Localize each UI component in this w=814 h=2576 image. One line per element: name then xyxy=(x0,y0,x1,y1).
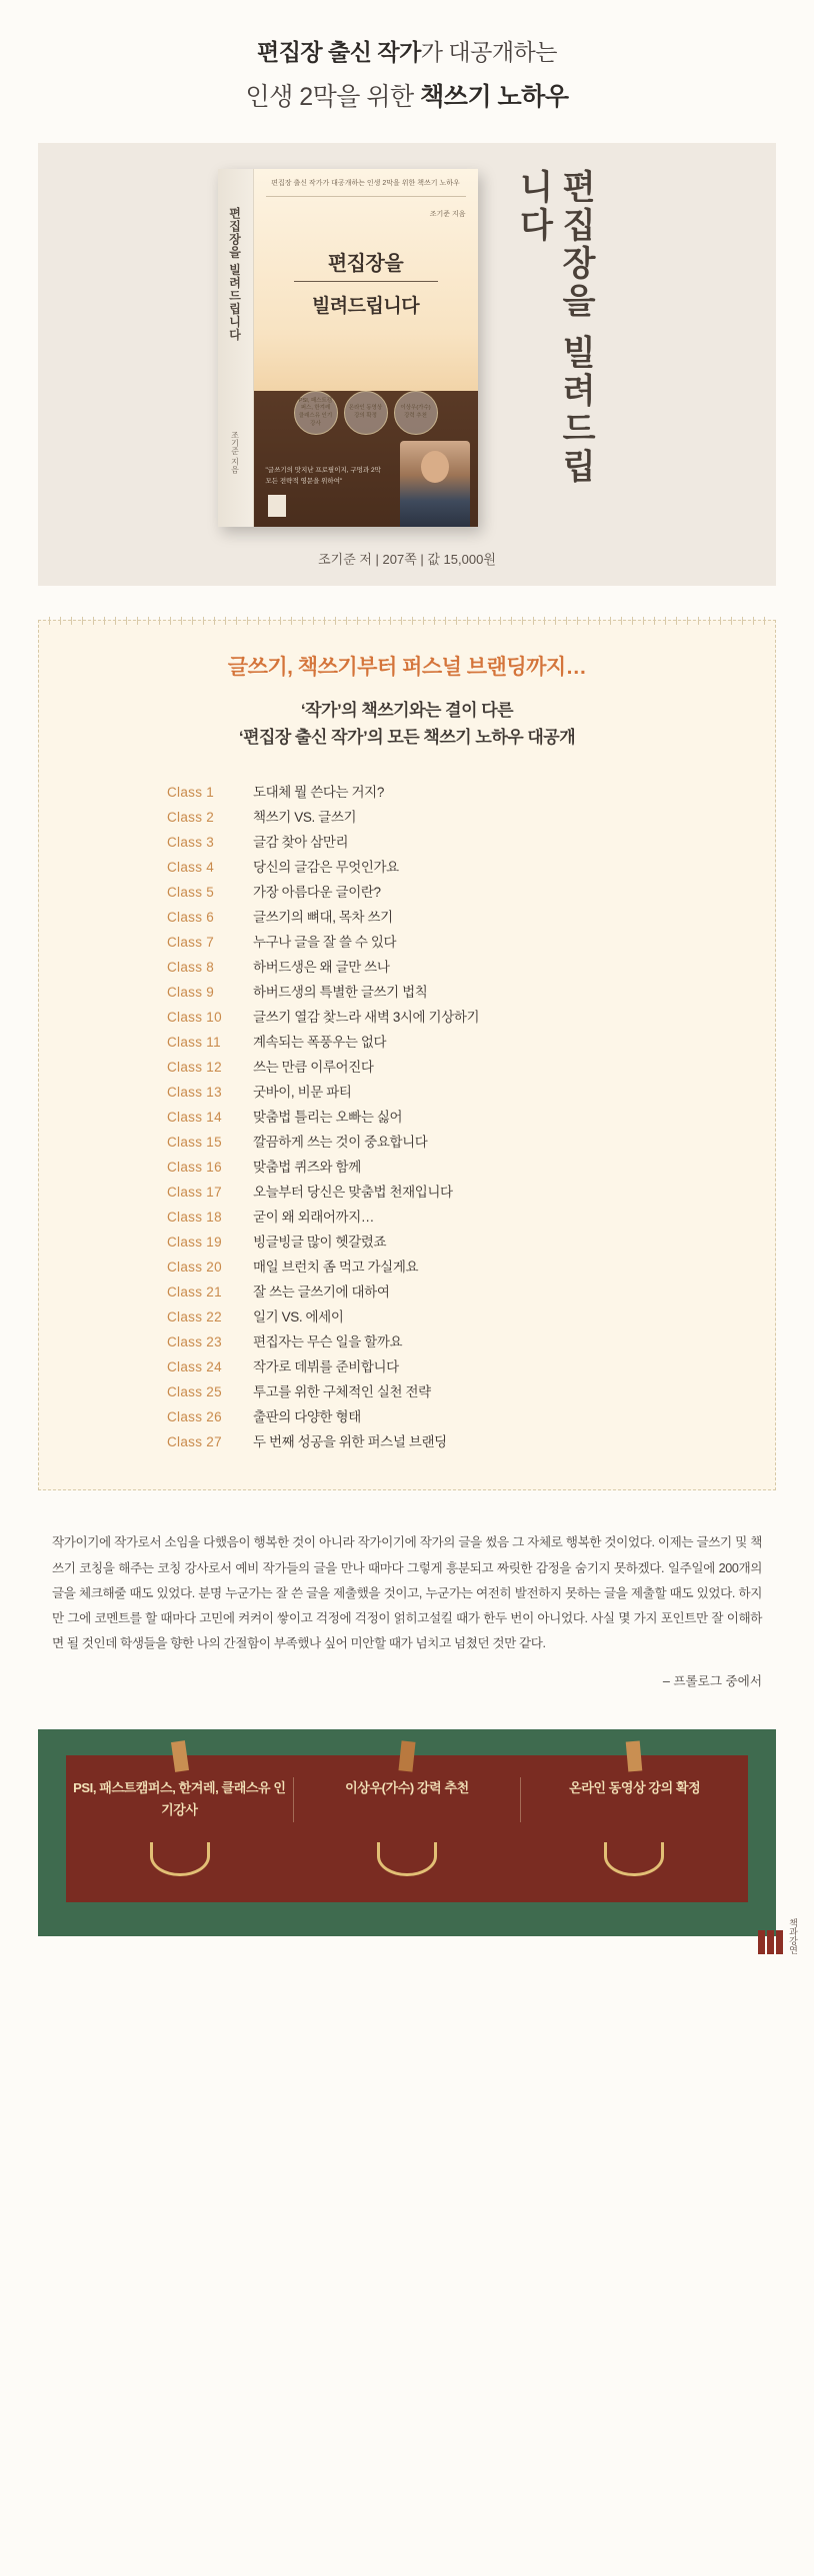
header-line-2 xyxy=(0,77,814,113)
book-front-title-2: 빌려드립니다 xyxy=(311,296,420,317)
class-number: Class 17 xyxy=(167,1185,222,1201)
class-headline-primary: 글쓰기, 책쓰기부터 퍼스널 브랜딩까지… xyxy=(227,656,587,679)
class-title: 맞춤법 틀리는 오빠는 싫어 xyxy=(253,1110,403,1126)
class-number: Class 25 xyxy=(167,1384,222,1400)
header-line-2-rest: 인생 2막을 위한 xyxy=(245,83,421,111)
class-number: Class 20 xyxy=(167,1260,222,1276)
list-item xyxy=(167,956,647,976)
class-list xyxy=(167,781,647,1450)
clip-icon xyxy=(626,1741,643,1772)
banner-inner xyxy=(66,1755,748,1901)
author-photo-head xyxy=(421,451,449,483)
class-number: Class 27 xyxy=(167,1434,222,1450)
book-spine-author: 조기준 지음 xyxy=(230,430,240,473)
book-front-rule xyxy=(294,281,438,282)
publisher-name: 책과강연 xyxy=(788,1917,798,1954)
book-front xyxy=(254,169,478,527)
class-number: Class 14 xyxy=(167,1110,222,1126)
class-number: Class 3 xyxy=(167,835,215,851)
header-line-2-bold: 책쓰기 노하우 xyxy=(420,83,569,111)
class-title: 당신의 글감은 무엇인가요 xyxy=(253,860,399,876)
book-front-tagline: 편집장 출신 작가가 대공개하는 인생 2막을 위한 책쓰기 노하우 xyxy=(266,179,466,197)
class-title: 누구나 글을 잘 쓸 수 있다 xyxy=(253,935,397,951)
clip-icon xyxy=(171,1740,189,1772)
class-title: 하버드생은 왜 글만 쓰나 xyxy=(253,960,390,976)
laurel-cell xyxy=(293,1842,520,1876)
list-item xyxy=(167,1131,647,1151)
list-item xyxy=(167,1231,647,1251)
class-number: Class 15 xyxy=(167,1135,222,1151)
list-item xyxy=(167,1056,647,1076)
banner-clips xyxy=(66,1741,748,1771)
class-title: 굳이 왜 외래어까지… xyxy=(253,1210,374,1226)
laurel-wreath-icon xyxy=(604,1842,664,1876)
list-item xyxy=(167,806,647,826)
class-number: Class 19 xyxy=(167,1235,222,1251)
class-list-card xyxy=(38,620,776,1490)
author-photo xyxy=(400,441,470,527)
class-number: Class 9 xyxy=(167,985,215,1001)
class-number: Class 7 xyxy=(167,935,215,951)
prologue-body: 작가이기에 작가로서 소임을 다했음이 행복한 것이 아니라 작가이기에 작가의 글을 썼음 그 자체로 행복한 것이었다. 이제는 글쓰기 및 책 쓰기 코칭을 해주는 코칭 강사로서 예비 작가들의 글을 만나 때마다 그렇게 흥분되고 짜릿한 감정을 숨기지 못하겠다. 일주일에 200개의 글을 체크해줄 때도 있었다. 분명 누군가는 잘 쓴 글을 제출했을 것이고, 누군가는 여전히 발전하지 못하는 글을 제출할 때도 있었다. 하지만 그에 코멘트를 할 때마다 고민에 켜켜이 쌓이고 걱정에 걱정이 얽히고설킬 때가 한두 번이 아니었다. 사실 몇 가지 포인트만 잘 이해하면 될 것인데 학생들을 향한 나의 간절함이 부족했나 싶어 미안할 때가 넘치고 넘쳤던 것만 같다. xyxy=(52,1535,762,1651)
publisher-logo-icon xyxy=(268,495,286,517)
class-title: 출판의 다양한 형태 xyxy=(253,1409,361,1425)
list-item xyxy=(167,881,647,901)
class-number: Class 4 xyxy=(167,860,215,876)
list-item xyxy=(167,1405,647,1425)
class-number: Class 10 xyxy=(167,1010,222,1026)
laurel-wreath-icon xyxy=(150,1842,210,1876)
class-title: 하버드생의 특별한 글쓰기 법칙 xyxy=(253,985,428,1001)
class-title: 잘 쓰는 글쓰기에 대하여 xyxy=(253,1285,390,1300)
book-spine-title: 편집장을 빌려드립니다 xyxy=(227,207,242,342)
class-title: 글쓰기의 뼈대, 목차 쓰기 xyxy=(253,910,393,926)
class-title: 편집자는 무슨 일을 할까요 xyxy=(253,1334,403,1350)
banner-column-2: 이상우(가수) 강력 추천 xyxy=(293,1777,521,1821)
class-title: 매일 브런치 좀 먹고 가실게요 xyxy=(253,1260,419,1276)
cover-row xyxy=(38,169,776,527)
class-subline-2: ‘편집장 출신 작가’의 모든 책쓰기 노하우 대공개 xyxy=(238,728,576,748)
class-title: 빙글빙글 많이 헷갈렸죠 xyxy=(253,1235,387,1251)
cover-block xyxy=(38,143,776,586)
class-title: 굿바이, 비문 파티 xyxy=(253,1085,352,1101)
class-number: Class 18 xyxy=(167,1210,222,1226)
list-item xyxy=(167,1330,647,1350)
book-badge-3: 이상우(가수) 강력 추천 xyxy=(394,391,438,435)
list-item xyxy=(167,1156,647,1176)
class-title: 도대체 뭘 쓴다는 거지? xyxy=(253,785,384,801)
class-number: Class 23 xyxy=(167,1334,222,1350)
list-item xyxy=(167,831,647,851)
class-title: 두 번째 성공을 위한 퍼스널 브랜딩 xyxy=(253,1434,447,1450)
header-line-1-rest: 가 대공개하는 xyxy=(420,39,557,65)
list-item xyxy=(167,1355,647,1375)
class-number: Class 24 xyxy=(167,1359,222,1375)
list-item xyxy=(167,981,647,1001)
page-header xyxy=(0,0,814,133)
cover-side-title: 편집장을 빌려드립니다 xyxy=(514,169,595,487)
list-item xyxy=(167,1106,647,1126)
list-item xyxy=(167,1380,647,1400)
publisher-mark-icon xyxy=(758,1930,783,1954)
list-item xyxy=(167,1006,647,1026)
laurel-wreath-icon xyxy=(377,1842,437,1876)
list-item xyxy=(167,1031,647,1051)
list-item xyxy=(167,1430,647,1450)
class-number: Class 16 xyxy=(167,1160,222,1176)
header-line-1-bold: 편집장 출신 작가 xyxy=(256,39,421,65)
list-item xyxy=(167,906,647,926)
banner-laurels xyxy=(66,1842,748,1876)
class-number: Class 2 xyxy=(167,810,215,826)
class-title: 투고를 위한 구체적인 실천 전략 xyxy=(253,1384,431,1400)
book-front-badges xyxy=(254,391,478,435)
banner-columns xyxy=(66,1777,748,1821)
header-line-1 xyxy=(0,34,814,67)
laurel-cell xyxy=(521,1842,748,1876)
class-title: 책쓰기 VS. 글쓰기 xyxy=(253,810,357,826)
class-title: 일기 VS. 에세이 xyxy=(253,1309,344,1325)
book-meta-caption: 조기준 저 | 207쪽 | 값 15,000원 xyxy=(318,552,496,567)
class-title: 쓰는 만큼 이루어진다 xyxy=(253,1060,374,1076)
class-headline-secondary xyxy=(39,697,775,751)
book-front-title-1: 편집장을 xyxy=(327,253,404,275)
class-title: 글쓰기 열감 찾느라 새벽 3시에 기상하기 xyxy=(253,1010,480,1026)
publisher-mark xyxy=(758,1918,800,1954)
class-number: Class 6 xyxy=(167,910,215,926)
prologue-signature: – 프롤로그 중에서 xyxy=(662,1674,762,1689)
class-number: Class 1 xyxy=(167,785,215,801)
class-number: Class 22 xyxy=(167,1309,222,1325)
banner-column-1: PSI, 패스트캠퍼스, 한겨레, 클래스유 인기강사 xyxy=(73,1780,286,1818)
bottom-banner xyxy=(38,1729,776,1935)
list-item xyxy=(167,1256,647,1276)
class-title: 가장 아름다운 글이란? xyxy=(253,885,381,901)
list-item xyxy=(167,1181,647,1201)
class-title: 깔끔하게 쓰는 것이 중요합니다 xyxy=(253,1135,428,1151)
banner-column-3: 온라인 동영상 강의 확정 xyxy=(520,1777,748,1821)
book-front-quote: "글쓰기의 맛지난 프로필이지, 구멍과 2막 모든 전략적 영문을 위하여" xyxy=(265,467,381,485)
class-title: 오늘부터 당신은 맞춤법 천재입니다 xyxy=(253,1185,453,1201)
class-number: Class 13 xyxy=(167,1085,222,1101)
book-front-author: 조기준 지음 xyxy=(429,211,466,218)
class-number: Class 8 xyxy=(167,960,215,976)
list-item xyxy=(167,931,647,951)
class-number: Class 5 xyxy=(167,885,215,901)
list-item xyxy=(167,1281,647,1300)
list-item xyxy=(167,856,647,876)
list-item xyxy=(167,1081,647,1101)
footer-space xyxy=(0,1936,814,1966)
class-title: 작가로 데뷔를 준비합니다 xyxy=(253,1359,399,1375)
class-title: 맞춤법 퀴즈와 함께 xyxy=(253,1160,361,1176)
class-number: Class 26 xyxy=(167,1409,222,1425)
list-item xyxy=(167,781,647,801)
class-number: Class 21 xyxy=(167,1285,222,1300)
class-title: 글감 찾아 삼만리 xyxy=(253,835,349,851)
class-subline-1: ‘작가’의 책쓰기와는 결이 다른 xyxy=(300,701,514,720)
book-spine xyxy=(218,169,254,527)
class-title: 계속되는 폭풍우는 없다 xyxy=(253,1035,387,1051)
list-item xyxy=(167,1305,647,1325)
class-number: Class 12 xyxy=(167,1060,222,1076)
book-badge-2: 온라인 동영상 강의 확정 xyxy=(344,391,388,435)
laurel-cell xyxy=(66,1842,293,1876)
list-item xyxy=(167,1206,647,1226)
book-cover-image xyxy=(218,169,478,527)
book-badge-1: PSI, 패스트캠퍼스, 한겨레 클래스유 인기강사 xyxy=(294,391,338,435)
class-number: Class 11 xyxy=(167,1035,221,1051)
clip-icon xyxy=(398,1741,415,1772)
